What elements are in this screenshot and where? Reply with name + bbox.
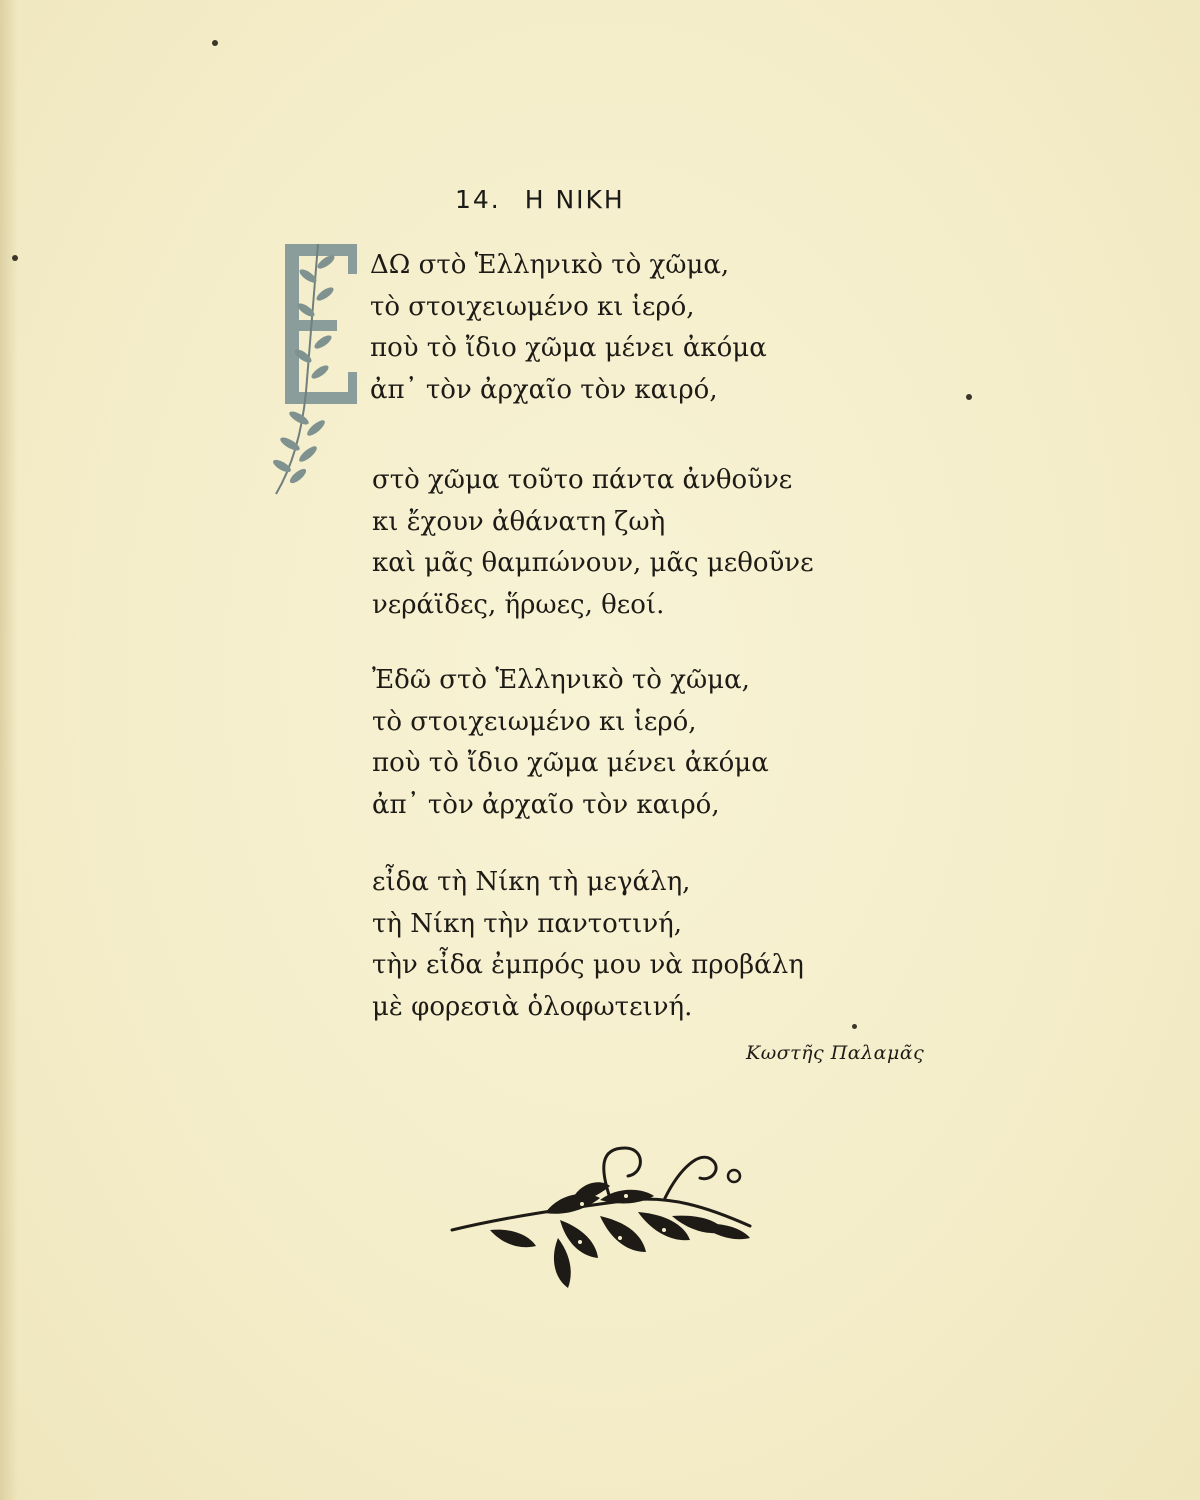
ink-speck <box>966 394 972 400</box>
verse-line: ἀπ᾿ τὸν ἀρχαῖο τὸν καιρό, <box>372 789 720 820</box>
verse-line: μὲ φορεσιὰ ὁλοφωτεινή. <box>372 991 693 1022</box>
poem-title: Η ΝΙΚΗ <box>524 185 625 214</box>
verse-line: τὸ στοιχειωμένο κι ἱερό, <box>370 291 695 322</box>
drop-cap-letter: Ε <box>321 382 323 383</box>
poem-heading <box>455 185 625 214</box>
poem-number: 14. <box>455 185 501 214</box>
verse-line: ποὺ τὸ ἴδιο χῶμα μένει ἀκόμα <box>370 333 767 363</box>
verse-line: τὸ στοιχειωμένο κι ἱερό, <box>372 706 697 737</box>
verse-line: καὶ μᾶς θαμπώνουν, μᾶς μεθοῦνε <box>372 548 814 578</box>
verse-line: εἶδα τὴ Νίκη τὴ μεγάλη, <box>372 867 691 897</box>
stanza-1 <box>370 245 767 411</box>
stanza-2 <box>372 460 814 626</box>
verse-line: κι ἔχουν ἀθάνατη ζωὴ <box>372 506 666 537</box>
verse-line: στὸ χῶμα τοῦτο πάντα ἀνθοῦνε <box>372 465 793 495</box>
floral-branch-ornament-icon <box>450 1138 755 1290</box>
ink-speck <box>12 255 18 261</box>
ink-speck <box>852 1024 857 1029</box>
stanza-3 <box>372 660 769 826</box>
verse-line: τὴ Νίκη τὴν παντοτινή, <box>372 908 683 939</box>
laurel-branch-initial-icon <box>270 232 360 500</box>
page-edge-shadow <box>0 0 18 1500</box>
verse-line: νεράϊδες, ἥρωες, θεοί. <box>372 589 665 620</box>
verse-line: ΔΩ στὸ Ἑλληνικὸ τὸ χῶμα, <box>370 250 730 280</box>
verse-line: Ἐδῶ στὸ Ἑλληνικὸ τὸ χῶμα, <box>372 665 750 695</box>
verse-line: ποὺ τὸ ἴδιο χῶμα μένει ἀκόμα <box>372 748 769 778</box>
author-signature: Κωστῆς Παλαμᾶς <box>746 1042 925 1064</box>
stanza-4 <box>372 862 804 1028</box>
ink-speck <box>212 40 218 46</box>
verse-line: ἀπ᾿ τὸν ἀρχαῖο τὸν καιρό, <box>370 374 718 405</box>
verse-line: τὴν εἶδα ἐμπρός μου νὰ προβάλη <box>372 950 804 980</box>
